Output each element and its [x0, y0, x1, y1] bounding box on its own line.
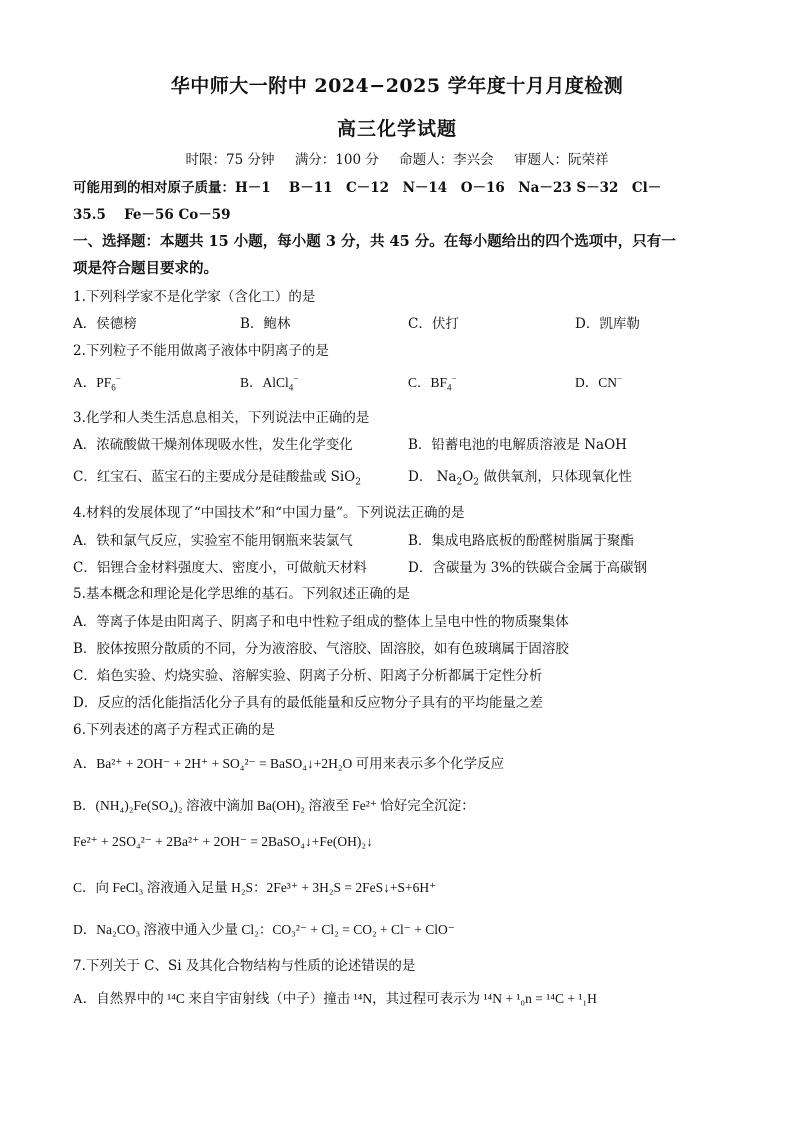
q4-stem: 4.材料的发展体现了“中国技术”和“中国力量”。下列说法正确的是	[73, 505, 465, 521]
q4-option-a: A．铁和氯气反应，实验室不能用钢瓶来装氯气	[73, 533, 353, 549]
q3-option-d	[408, 465, 632, 488]
q2-option-b	[240, 371, 298, 393]
q1-stem: 1.下列科学家不是化学家（含化工）的是	[73, 289, 316, 305]
q6-option-d: D．Na₂CO₃ 溶液中通入少量 Cl₂：CO₃²⁻ + Cl₂ = CO₂ + Cl⁻ + ClO⁻	[73, 922, 455, 937]
atomic-masses-line1: 可能用到的相对原子质量：H－1 B－11 C－12 N－14 O－16 Na－23 S－32 Cl－	[73, 180, 662, 196]
q7-option-a: A．自然界中的 ¹⁴C 来自宇宙射线（中子）撞击 ¹⁴N，其过程可表示为 ¹⁴N + ¹₀n = ¹⁴C + ¹₁H	[73, 991, 597, 1006]
q2-option-a-text: A．PF	[73, 375, 112, 390]
q2-stem: 2.下列粒子不能用做离子液体中阴离子的是	[73, 343, 329, 359]
q3-option-c-sub: 2	[355, 477, 361, 488]
q4-option-d: D．含碳量为 3%的铁碳合金属于高碳钢	[408, 560, 648, 576]
q6-option-b-equation: Fe²⁺ + 2SO₄²⁻ + 2Ba²⁺ + 2OH⁻ = 2BaSO₄↓+Fe(OH)₂↓	[73, 834, 373, 849]
q3-option-d-sub2: 2	[473, 477, 480, 488]
section-heading-line1: 一、选择题：本题共 15 小题，每小题 3 分，共 45 分。在每小题给出的四个选项中，只有一	[73, 233, 676, 250]
q2-option-d-sup: −	[617, 373, 623, 384]
section-heading-line2: 项是符合题目要求的。	[73, 260, 218, 277]
exam-meta	[0, 148, 794, 168]
q3-option-d-text: D． Na	[408, 469, 457, 485]
full-score: 满分：100 分	[294, 152, 379, 168]
q2-option-b-sup: −	[293, 373, 299, 384]
q6-option-b: B．(NH₄)₂Fe(SO₄)₂ 溶液中滴加 Ba(OH)₂ 溶液至 Fe²⁺ 恰好完全沉淀：	[73, 798, 475, 813]
reviewer: 审题人：阮荣祥	[513, 152, 609, 168]
q2-option-c	[408, 371, 457, 393]
q6-option-a: A．Ba²⁺ + 2OH⁻ + 2H⁺ + SO₄²⁻ = BaSO₄↓+2H₂O 可用来表示多个化学反应	[73, 756, 505, 771]
q2-option-a	[73, 371, 121, 393]
q2-option-a-sub: 6	[111, 382, 116, 393]
q5-option-d: D．反应的活化能指活化分子具有的最低能量和反应物分子具有的平均能量之差	[73, 695, 543, 711]
q1-option-c: C．伏打	[408, 316, 459, 332]
q3-option-a: A．浓硫酸做干燥剂体现吸水性，发生化学变化	[73, 437, 353, 453]
q5-option-b: B．胶体按照分散质的不同，分为液溶胶、气溶胶、固溶胶，如有色玻璃属于固溶胶	[73, 641, 569, 657]
exam-subtitle: 高三化学试题	[336, 118, 457, 140]
q5-stem: 5.基本概念和理论是化学思维的基石。下列叙述正确的是	[73, 586, 410, 602]
q5-option-c: C．焰色实验、灼烧实验、溶解实验、阴离子分析、阳离子分析都属于定性分析	[73, 668, 543, 684]
q4-option-b: B．集成电路底板的酚醛树脂属于聚酯	[408, 533, 634, 549]
q1-option-a: A．侯德榜	[73, 316, 137, 332]
q3-option-d-post: 做供氧剂，只体现氧化性	[479, 469, 632, 485]
q6-option-c: C．向 FeCl₃ 溶液通入足量 H₂S：2Fe³⁺ + 3H₂S = 2FeS↓+S+6H⁺	[73, 880, 437, 895]
q2-option-c-sub: 4	[447, 382, 452, 393]
exam-title: 华中师大一附中 2024−2025 学年度十月月度检测	[170, 75, 624, 97]
q6-stem: 6.下列表述的离子方程式正确的是	[73, 722, 275, 738]
q3-stem: 3.化学和人类生活息息相关，下列说法中正确的是	[73, 410, 370, 426]
q1-option-b: B．鲍林	[240, 316, 291, 332]
author: 命题人：李兴会	[399, 152, 494, 168]
q3-option-c	[73, 465, 361, 488]
q2-option-c-sup: −	[451, 373, 457, 384]
atomic-masses-line2: 35.5 Fe－56 Co－59	[73, 207, 231, 223]
q2-option-d-text: D．CN	[575, 375, 618, 390]
q2-option-c-text: C．BF	[408, 375, 448, 390]
q3-option-d-sub1: 2	[456, 477, 463, 488]
q2-option-b-sub: 4	[288, 382, 294, 393]
q2-option-d	[575, 371, 622, 391]
q3-option-b: B．铅蓄电池的电解质溶液是 NaOH	[408, 437, 627, 453]
q2-option-b-text: B．AlCl	[240, 375, 289, 390]
q1-option-d: D．凯库勒	[575, 316, 640, 332]
q4-option-c: C．铝锂合金材料强度大、密度小，可做航天材料	[73, 560, 367, 576]
q5-option-a: A．等离子体是由阳离子、阴离子和电中性粒子组成的整体上呈电中性的物质聚集体	[73, 614, 569, 630]
q2-option-a-sup: −	[115, 373, 121, 384]
q3-option-d-mid: O	[462, 469, 474, 485]
q3-option-c-text: C．红宝石、蓝宝石的主要成分是硅酸盐或 SiO	[73, 469, 356, 485]
q7-stem: 7.下列关于 C、Si 及其化合物结构与性质的论述错误的是	[73, 958, 416, 974]
time-limit: 时限：75 分钟	[185, 152, 275, 168]
